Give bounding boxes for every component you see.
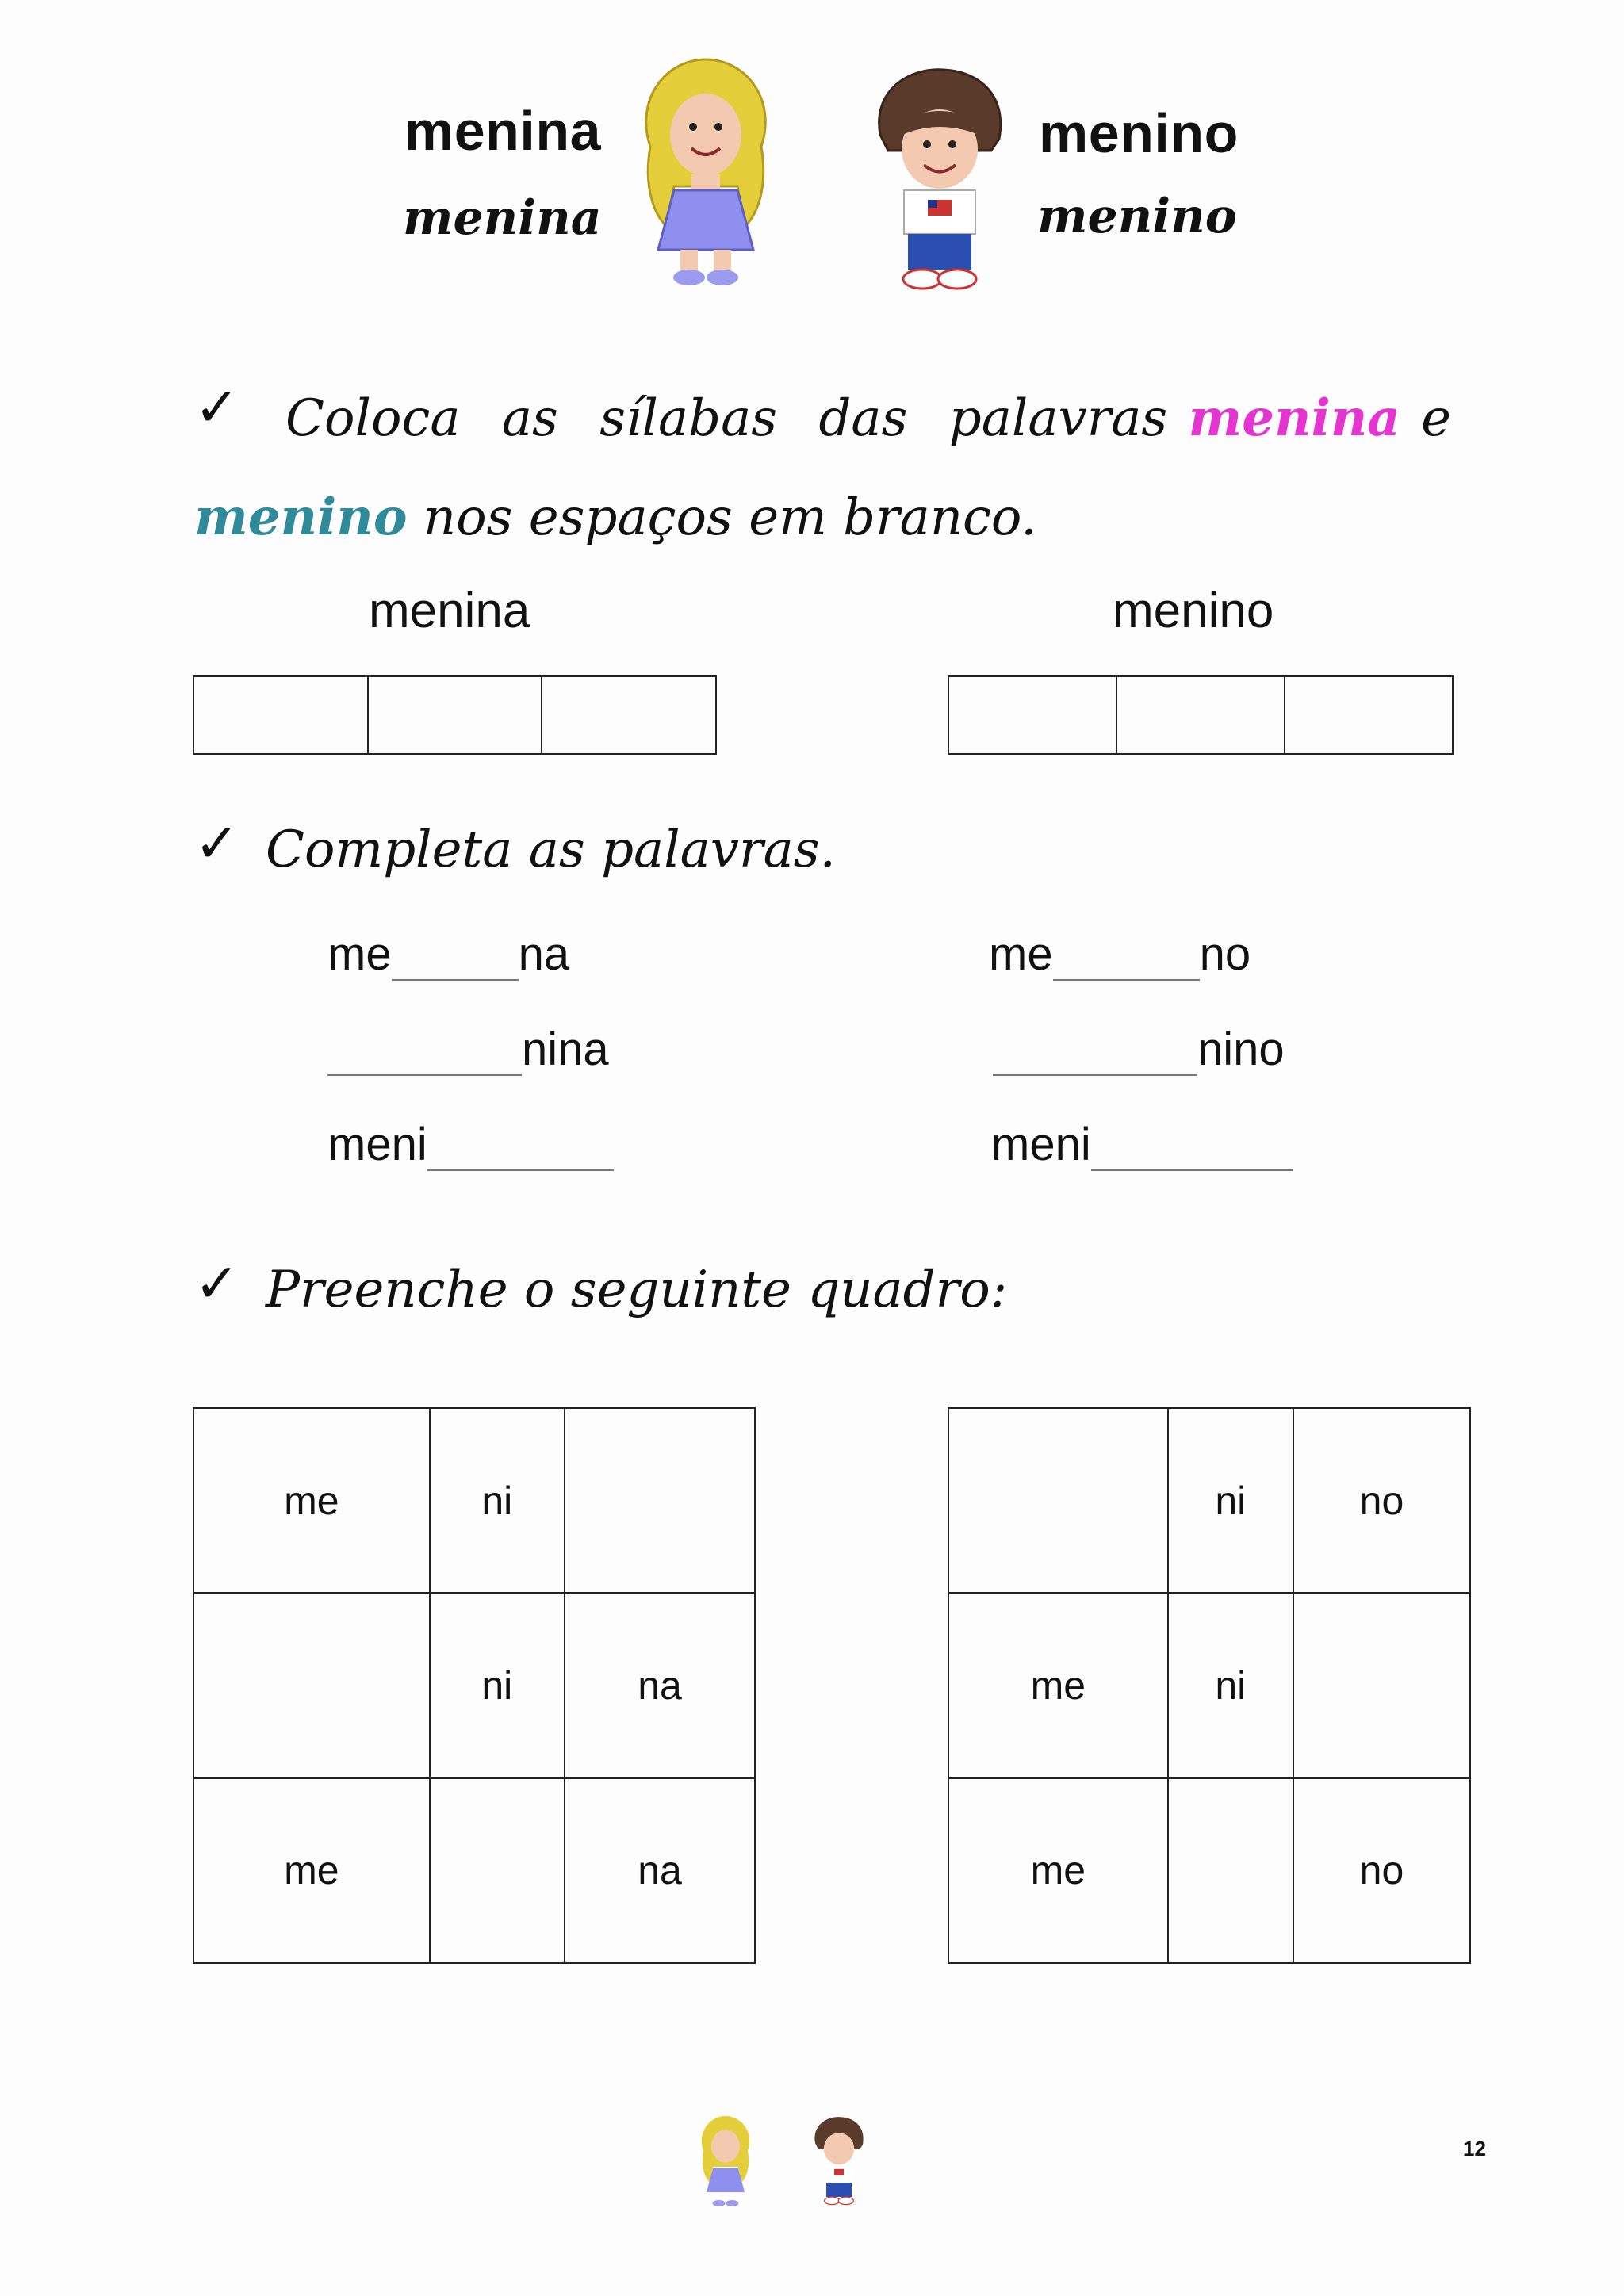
syllable-boxes-menina bbox=[193, 675, 717, 755]
table-cell[interactable] bbox=[1168, 1778, 1293, 1963]
word-suffix: na bbox=[518, 928, 570, 980]
checkmark-icon: ✓ bbox=[194, 1253, 239, 1315]
blank-line[interactable] bbox=[327, 1035, 522, 1076]
word-prefix: me bbox=[327, 928, 392, 980]
exercise1-instruction-text: Coloca as sílabas das palavras bbox=[285, 389, 1168, 448]
word-suffix: nina bbox=[522, 1024, 609, 1075]
syllable-box[interactable] bbox=[1285, 677, 1452, 753]
boy-small-illustration bbox=[807, 2113, 871, 2208]
table-cell[interactable]: no bbox=[1293, 1778, 1470, 1963]
syllable-box[interactable] bbox=[542, 677, 715, 753]
blank-line[interactable] bbox=[1053, 939, 1200, 981]
blank-line[interactable] bbox=[993, 1035, 1197, 1076]
syllable-label-menina: menina bbox=[369, 584, 530, 638]
syllable-box[interactable] bbox=[194, 677, 369, 753]
table-cell[interactable]: me bbox=[193, 1778, 430, 1963]
syllable-box[interactable] bbox=[949, 677, 1117, 753]
word-prefix: meni bbox=[327, 1119, 427, 1170]
girl-illustration bbox=[626, 52, 785, 289]
checkmark-icon: ✓ bbox=[194, 813, 239, 875]
syllable-box[interactable] bbox=[369, 677, 543, 753]
fill-word bbox=[327, 1023, 609, 1076]
blank-line[interactable] bbox=[427, 1130, 614, 1171]
highlight-menino: menino bbox=[194, 488, 408, 547]
highlight-menina: menina bbox=[1188, 388, 1400, 448]
table-cell[interactable] bbox=[193, 1593, 430, 1777]
fill-word bbox=[327, 1118, 614, 1171]
fill-word bbox=[989, 928, 1251, 981]
syllable-table-menina bbox=[193, 1407, 756, 1964]
exercise1-instruction-line2 bbox=[194, 488, 1037, 547]
table-cell[interactable]: ni bbox=[430, 1593, 565, 1777]
table-cell[interactable] bbox=[948, 1408, 1168, 1593]
table-cell[interactable]: ni bbox=[1168, 1408, 1293, 1593]
table-cell[interactable] bbox=[565, 1408, 755, 1593]
blank-line[interactable] bbox=[392, 939, 519, 981]
boy-word-print: menino bbox=[1039, 102, 1239, 164]
girl-small-illustration bbox=[694, 2113, 757, 2208]
table-cell[interactable] bbox=[1293, 1593, 1470, 1777]
word-suffix: nino bbox=[1197, 1024, 1285, 1075]
table-cell[interactable]: na bbox=[565, 1778, 755, 1963]
exercise1-instruction-end: nos espaços em branco. bbox=[423, 488, 1037, 547]
syllable-table-menino bbox=[948, 1407, 1471, 1964]
word-suffix: no bbox=[1199, 928, 1251, 980]
fill-word bbox=[327, 928, 569, 981]
fill-word bbox=[991, 1118, 1293, 1171]
exercise2-instruction: Completa as palavras. bbox=[266, 821, 836, 879]
table-cell[interactable]: ni bbox=[430, 1408, 565, 1593]
table-cell[interactable]: no bbox=[1293, 1408, 1470, 1593]
fill-word bbox=[993, 1023, 1285, 1076]
syllable-label-menino: menino bbox=[1113, 584, 1274, 638]
conjunction: e bbox=[1421, 389, 1451, 448]
word-prefix: me bbox=[989, 928, 1053, 980]
syllable-box[interactable] bbox=[1117, 677, 1285, 753]
girl-word-print: menina bbox=[404, 100, 602, 162]
syllable-boxes-menino bbox=[948, 675, 1454, 755]
table-cell[interactable]: me bbox=[948, 1778, 1168, 1963]
girl-word-cursive: menina bbox=[403, 190, 602, 246]
word-prefix: meni bbox=[991, 1119, 1091, 1170]
boy-illustration bbox=[860, 63, 1019, 293]
exercise1-instruction-line1 bbox=[285, 388, 1451, 448]
table-cell[interactable] bbox=[430, 1778, 565, 1963]
table-cell[interactable]: ni bbox=[1168, 1593, 1293, 1777]
table-cell[interactable]: na bbox=[565, 1593, 755, 1777]
table-cell[interactable]: me bbox=[193, 1408, 430, 1593]
boy-word-cursive: menino bbox=[1037, 189, 1237, 244]
exercise3-instruction: Preenche o seguinte quadro: bbox=[266, 1261, 1008, 1319]
table-cell[interactable]: me bbox=[948, 1593, 1168, 1777]
page-number: 12 bbox=[1463, 2137, 1486, 2160]
blank-line[interactable] bbox=[1091, 1130, 1293, 1171]
checkmark-icon: ✓ bbox=[194, 377, 239, 439]
